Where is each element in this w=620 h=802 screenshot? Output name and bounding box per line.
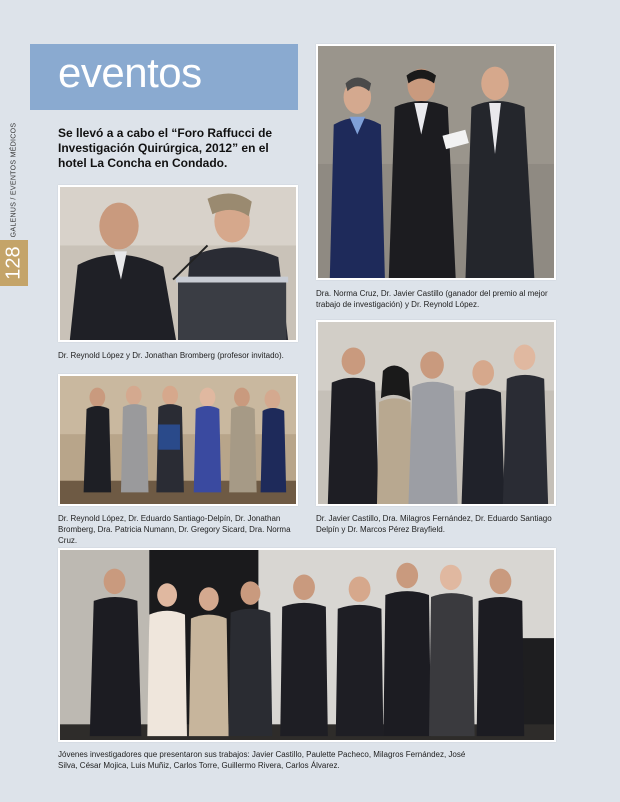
caption-photo-young-researchers: Jóvenes investigadores que presentaron sus trabajos: Javier Castillo, Paulette Pacheco, Milagros Fernández, José Silva, César Mojica, Luis Muñiz, Carlos Torre, Guillermo Rivera, Carlos Álvarez. — [58, 750, 466, 770]
photo-young-researchers — [58, 548, 556, 742]
photo-podium — [58, 185, 298, 342]
caption-photo-group-plaque: Dr. Reynold López, Dr. Eduardo Santiago-Delpín, Dr. Jonathan Bromberg, Dra. Patricia Numann, Dr. Gregory Sicard, Dra. Norma Cruz. — [58, 514, 291, 545]
caption-photo-group-five: Dr. Javier Castillo, Dra. Milagros Fernández, Dr. Eduardo Santiago Delpín y Dr. Marcos Pérez Brayfield. — [316, 514, 552, 534]
intro-text: Se llevó a a cabo el “Foro Raffucci de Investigación Quirúrgica, 2012” en el hotel La Concha en Condado. — [58, 126, 273, 170]
photo-award — [316, 44, 556, 280]
section-title: eventos — [58, 49, 202, 96]
photo-group-plaque — [58, 374, 298, 506]
running-head: GALENUS / EVENTOS MÉDICOS — [10, 122, 18, 238]
photo-group-five — [316, 320, 556, 506]
page-number: 128 — [2, 246, 25, 280]
caption-photo-podium: Dr. Reynold López y Dr. Jonathan Bromberg (profesor invitado). — [58, 351, 284, 360]
caption-photo-award: Dra. Norma Cruz, Dr. Javier Castillo (ganador del premio al mejor trabajo de investigación) y Dr. Reynold López. — [316, 289, 548, 309]
page-spine — [0, 0, 28, 802]
